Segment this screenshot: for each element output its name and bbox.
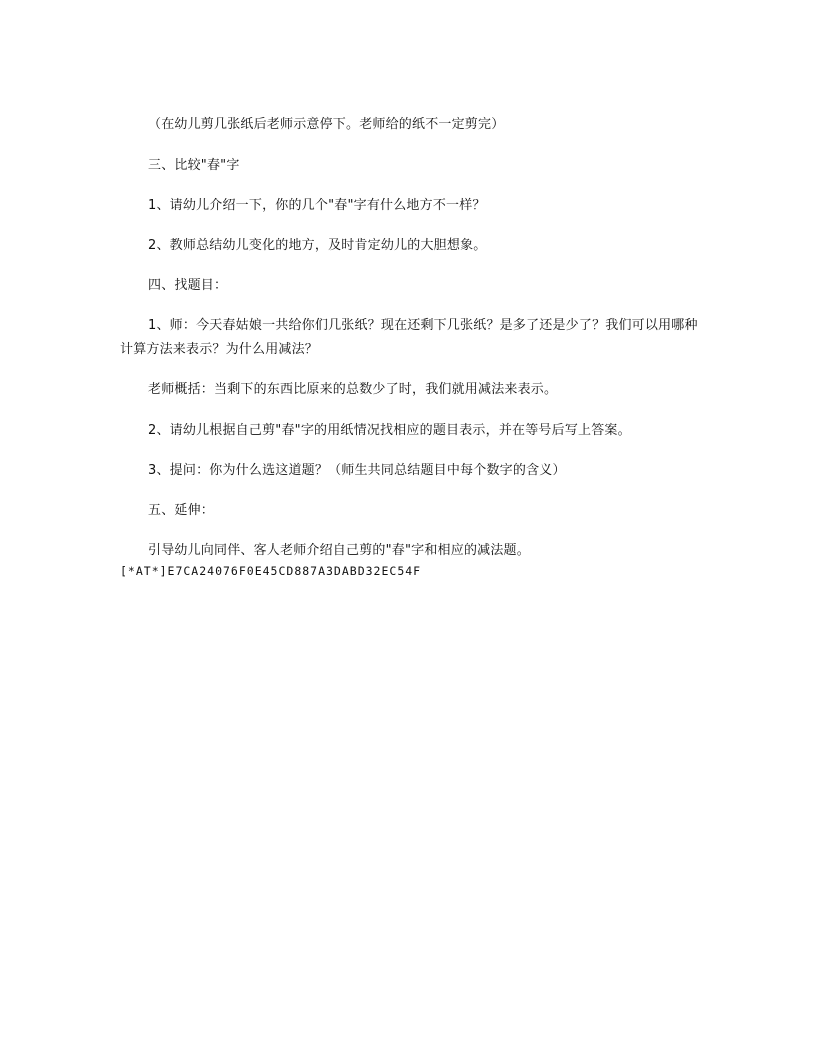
list-item: 3、提问：你为什么选这道题？（师生共同总结题目中每个数字的含义） [148, 463, 566, 478]
section-heading-extension: 五、延伸： [148, 503, 215, 518]
list-item: 2、请幼儿根据自己剪"春"字的用纸情况找相应的题目表示，并在等号后写上答案。 [148, 423, 631, 438]
paragraph-extension: 引导幼儿向同伴、客人老师介绍自己剪的"春"字和相应的减法题。 [148, 543, 530, 558]
list-item: 2、教师总结幼儿变化的地方，及时肯定幼儿的大胆想象。 [148, 238, 487, 253]
paragraph-note: （在幼儿剪几张纸后老师示意停下。老师给的纸不一定剪完） [148, 117, 505, 132]
list-item: 1、师：今天春姑娘一共给你们几张纸？现在还剩下几张纸？是多了还是少了？我们可以用哪种计算方法来表示？为什么用减法？ [120, 318, 698, 357]
paragraph-summary: 老师概括：当剩下的东西比原来的总数少了时，我们就用减法来表示。 [148, 382, 558, 397]
list-item: 1、请幼儿介绍一下，你的几个"春"字有什么地方不一样？ [148, 198, 486, 213]
footer-code: [*AT*]E7CA24076F0E45CD887A3DABD32EC54F [120, 564, 422, 578]
section-heading-find-problem: 四、找题目： [148, 278, 228, 293]
section-heading-compare: 三、比较"春"字 [148, 158, 240, 173]
